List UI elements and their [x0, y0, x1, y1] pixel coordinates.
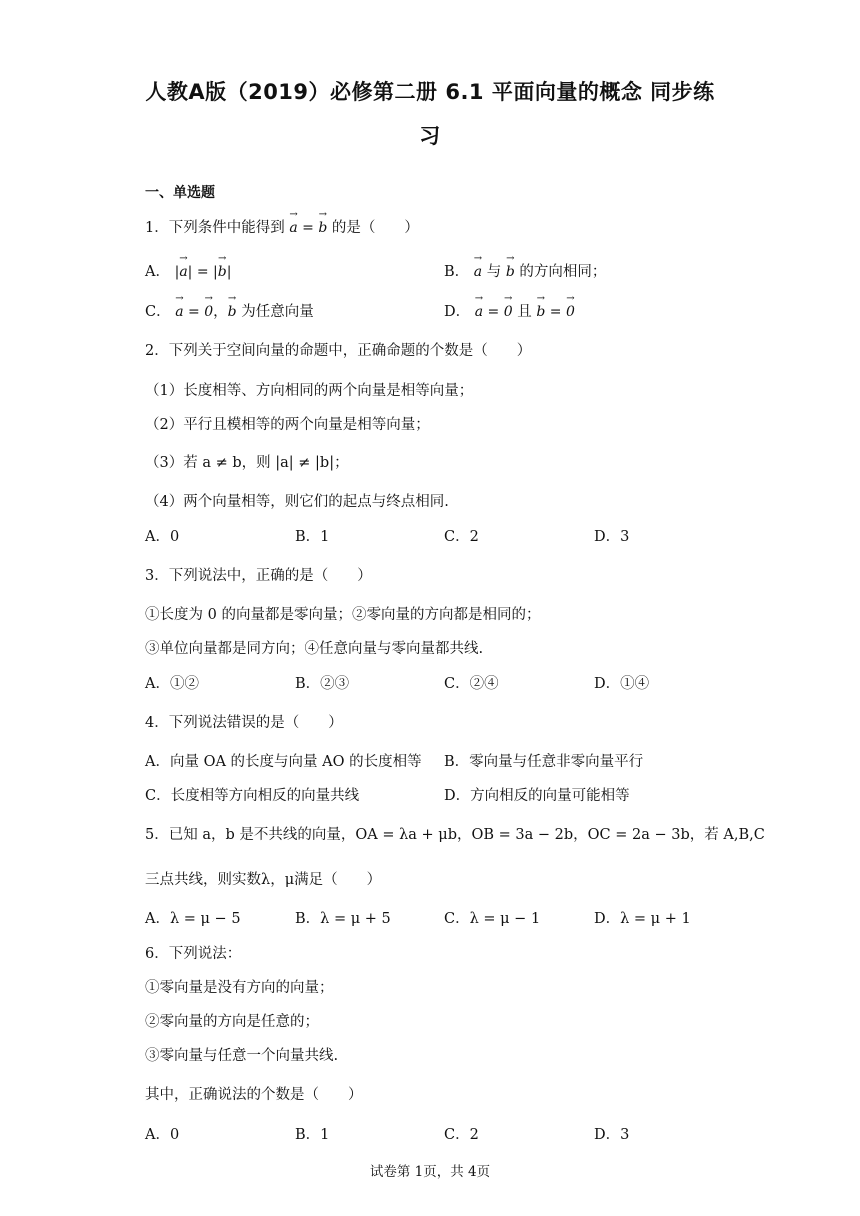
q2-option-d[interactable]: D．3 [594, 529, 630, 545]
q3-stem: 3．下列说法中，正确的是（ ） [145, 568, 372, 584]
q6-statement-3: ③零向量与任意一个向量共线. [145, 1048, 339, 1064]
q1-stem-math: → a = → b [289, 220, 327, 236]
q6-option-d[interactable]: D．3 [594, 1127, 630, 1143]
q6-option-b[interactable]: B．1 [295, 1127, 330, 1143]
q2-stem: 2．下列关于空间向量的命题中，正确命题的个数是（ ） [145, 343, 532, 359]
q3-option-c[interactable]: C．②④ [444, 676, 499, 692]
q1-option-d[interactable]: D． → a = → 0 且 → b = → 0 [444, 300, 575, 321]
q2-option-a[interactable]: A．0 [145, 529, 180, 545]
q5-option-a[interactable]: A．λ = μ − 5 [145, 911, 241, 927]
q2-statement-3: （3）若 a ≠ b，则 |a| ≠ |b|； [145, 455, 349, 471]
q2-option-c[interactable]: C．2 [444, 529, 479, 545]
q3-statements-2: ③单位向量都是同方向；④任意向量与零向量都共线. [145, 641, 484, 657]
q5-stem-line1: 5．已知 a，b 是不共线的向量，OA = λa + μb，OB = 3a − 2b，OC = 2a − 3b，若 A,B,C [145, 827, 765, 843]
q1-option-a[interactable]: A． |→ a| = |→ b| [145, 260, 231, 281]
q3-option-a[interactable]: A．①② [145, 676, 199, 692]
q2-statement-4: （4）两个向量相等，则它们的起点与终点相同. [145, 494, 449, 510]
q2-option-b[interactable]: B．1 [295, 529, 330, 545]
q3-statements-1: ①长度为 0 的向量都是零向量；②零向量的方向都是相同的； [145, 607, 541, 623]
q4-option-d[interactable]: D．方向相反的向量可能相等 [444, 788, 630, 804]
q3-option-d[interactable]: D．①④ [594, 676, 650, 692]
page-title-cont: 习 [419, 124, 441, 148]
q6-option-c[interactable]: C．2 [444, 1127, 479, 1143]
q6-stem: 6．下列说法： [145, 946, 242, 962]
q4-stem: 4．下列说法错误的是（ ） [145, 715, 343, 731]
q2-statement-1: （1）长度相等、方向相同的两个向量是相等向量； [145, 383, 474, 399]
page-footer: 试卷第 1页，共 4页 [369, 1164, 491, 1180]
q4-option-c[interactable]: C．长度相等方向相反的向量共线 [145, 788, 360, 804]
q5-stem-line2: 三点共线，则实数λ，μ满足（ ） [145, 872, 382, 888]
q6-statement-2: ②零向量的方向是任意的； [145, 1014, 319, 1030]
q2-statement-2: （2）平行且模相等的两个向量是相等向量； [145, 417, 430, 433]
section-heading: 一、单选题 [145, 185, 215, 201]
q1-option-c[interactable]: C． → a = → 0，→ b 为任意向量 [145, 300, 314, 321]
q5-option-c[interactable]: C．λ = μ − 1 [444, 911, 541, 927]
q4-option-a[interactable]: A．向量 OA 的长度与向量 AO 的长度相等 [145, 754, 422, 770]
q6-option-a[interactable]: A．0 [145, 1127, 180, 1143]
page-title: 人教A版（2019）必修第二册 6.1 平面向量的概念 同步练 [145, 80, 715, 104]
q6-question: 其中，正确说法的个数是（ ） [145, 1087, 363, 1103]
q5-option-d[interactable]: D．λ = μ + 1 [594, 911, 691, 927]
q1-option-b[interactable]: B． → a 与 → b 的方向相同； [444, 260, 606, 281]
q3-option-b[interactable]: B．②③ [295, 676, 350, 692]
q5-option-b[interactable]: B．λ = μ + 5 [295, 911, 391, 927]
q1-stem: 1．下列条件中能得到 → a = → b 的是（ ） [145, 216, 419, 237]
q6-statement-1: ①零向量是没有方向的向量； [145, 980, 334, 996]
q4-option-b[interactable]: B．零向量与任意非零向量平行 [444, 754, 644, 770]
